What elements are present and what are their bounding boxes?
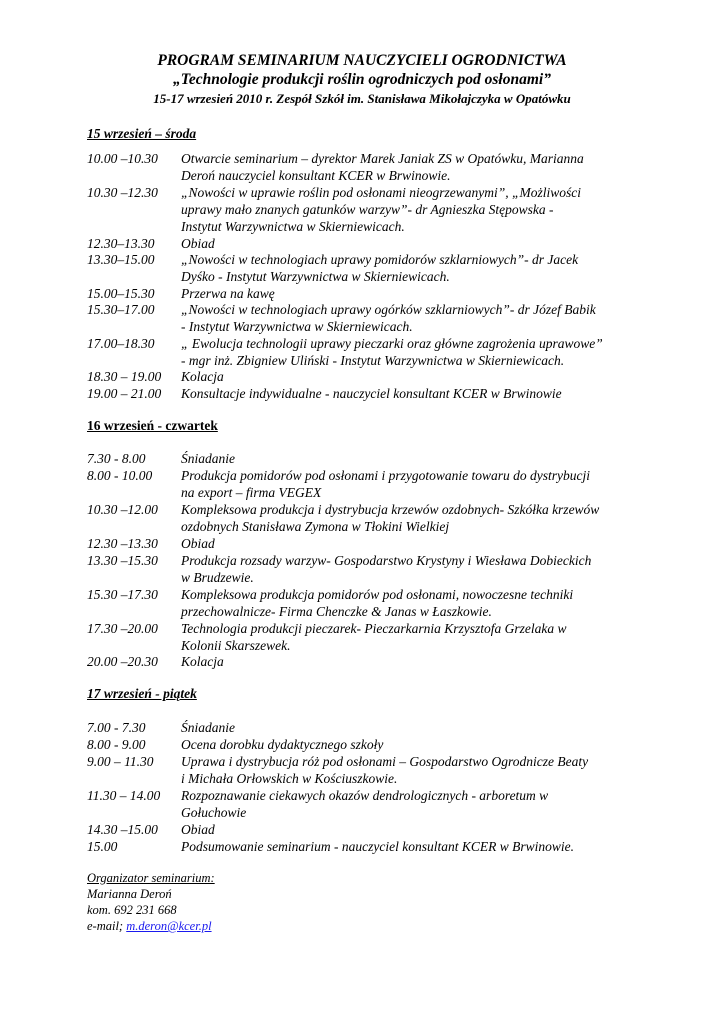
schedule-time: 12.30–13.30 xyxy=(87,236,155,251)
schedule-description-line: w Brudzewie. xyxy=(181,570,254,585)
schedule-description-line: Produkcja rozsady warzyw- Gospodarstwo Krystyny i Wiesława Dobieckich xyxy=(181,553,592,568)
day-heading: 17 wrzesień - piątek xyxy=(87,686,197,701)
schedule-time: 15.30–17.00 xyxy=(87,302,155,317)
program-subtitle: „Technologie produkcji roślin ogrodniczych pod osłonami” xyxy=(173,71,551,88)
schedule-description-line: Przerwa na kawę xyxy=(181,286,275,301)
schedule-time: 18.30 – 19.00 xyxy=(87,369,162,384)
schedule-time: 8.00 - 10.00 xyxy=(87,468,153,483)
schedule-time: 10.00 –10.30 xyxy=(87,151,158,166)
schedule-time: 15.30 –17.30 xyxy=(87,587,158,602)
schedule-description-line: Kompleksowa produkcja i dystrybucja krzewów ozdobnych- Szkółka krzewów xyxy=(181,502,600,517)
day-heading: 16 wrzesień - czwartek xyxy=(87,418,218,433)
organizer-email-link[interactable]: m.deron@kcer.pl xyxy=(126,919,212,933)
schedule-time: 8.00 - 9.00 xyxy=(87,737,146,752)
schedule-description-line: - mgr inż. Zbigniew Uliński - Instytut Warzywnictwa w Skierniewicach. xyxy=(181,353,565,368)
schedule-description-line: Produkcja pomidorów pod osłonami i przygotowanie towaru do dystrybucji xyxy=(181,468,590,483)
organizer-phone: kom. 692 231 668 xyxy=(87,903,177,917)
schedule-description-line: „Nowości w technologiach uprawy pomidorów szklarniowych”- dr Jacek xyxy=(181,252,579,267)
schedule-time: 19.00 – 21.00 xyxy=(87,386,162,401)
organizer-email-label: e-mail; xyxy=(87,919,127,933)
schedule-description-line: Śniadanie xyxy=(181,451,235,466)
schedule-time: 14.30 –15.00 xyxy=(87,822,158,837)
schedule-description-line: Deroń nauczyciel konsultant KCER w Brwinowie. xyxy=(181,168,451,183)
schedule-time: 17.30 –20.00 xyxy=(87,621,158,636)
schedule-time: 10.30 –12.00 xyxy=(87,502,158,517)
schedule-description-line: Śniadanie xyxy=(181,720,235,735)
schedule-time: 11.30 – 14.00 xyxy=(87,788,161,803)
schedule-description-line: Ocena dorobku dydaktycznego szkoły xyxy=(181,737,384,752)
schedule-description-line: Kolacja xyxy=(181,369,224,384)
schedule-description-line: „Nowości w technologiach uprawy ogórków szklarniowych”- dr Józef Babik xyxy=(181,302,596,317)
schedule-description-line: Otwarcie seminarium – dyrektor Marek Janiak ZS w Opatówku, Marianna xyxy=(181,151,584,166)
schedule-description-line: Kompleksowa produkcja pomidorów pod osłonami, nowoczesne techniki xyxy=(181,587,574,602)
schedule-description-line: przechowalnicze- Firma Chenczke & Janas w Łaszkowie. xyxy=(181,604,492,619)
organizer-title: Organizator seminarium: xyxy=(87,871,215,885)
schedule-description-line: Konsultacje indywidualne - nauczyciel konsultant KCER w Brwinowie xyxy=(181,386,562,401)
schedule-description-line: - Instytut Warzywnictwa w Skierniewicach. xyxy=(181,319,413,334)
schedule-time: 17.00–18.30 xyxy=(87,336,155,351)
schedule-description-line: Technologia produkcji pieczarek- Pieczarkarnia Krzysztofa Grzelaka w xyxy=(181,621,567,636)
organizer-email-row xyxy=(87,919,212,934)
program-title: PROGRAM SEMINARIUM NAUCZYCIELI OGRODNICTWA xyxy=(157,52,567,69)
day-heading: 15 wrzesień – środa xyxy=(87,126,197,141)
program-dates-place: 15-17 wrzesień 2010 r. Zespół Szkół im. Stanisława Mikołajczyka w Opatówku xyxy=(153,91,571,106)
schedule-description-line: Obiad xyxy=(181,822,215,837)
schedule-time: 13.30–15.00 xyxy=(87,252,155,267)
schedule-description-line: i Michała Orłowskich w Kościuszkowie. xyxy=(181,771,398,786)
schedule-description-line: Instytut Warzywnictwa w Skierniewicach. xyxy=(181,219,405,234)
schedule-description-line: Dyśko - Instytut Warzywnictwa w Skierniewicach. xyxy=(181,269,450,284)
schedule-time: 13.30 –15.30 xyxy=(87,553,158,568)
schedule-description-line: Obiad xyxy=(181,536,215,551)
schedule-time: 15.00–15.30 xyxy=(87,286,155,301)
schedule-time: 10.30 –12.30 xyxy=(87,185,158,200)
schedule-description-line: „Nowości w uprawie roślin pod osłonami nieogrzewanymi”, „Możliwości xyxy=(181,185,582,200)
schedule-time: 9.00 – 11.30 xyxy=(87,754,154,769)
schedule-description-line: „ Ewolucja technologii uprawy pieczarki oraz główne zagrożenia uprawowe” xyxy=(181,336,603,351)
schedule-time: 12.30 –13.30 xyxy=(87,536,158,551)
organizer-name: Marianna Deroń xyxy=(87,887,172,901)
schedule-description-line: Kolacja xyxy=(181,654,224,669)
schedule-description-line: Gołuchowie xyxy=(181,805,247,820)
schedule-description-line: Podsumowanie seminarium - nauczyciel konsultant KCER w Brwinowie. xyxy=(181,839,574,854)
schedule-description-line: Kolonii Skarszewek. xyxy=(181,638,291,653)
schedule-time: 7.00 - 7.30 xyxy=(87,720,146,735)
schedule-description-line: Obiad xyxy=(181,236,215,251)
schedule-description-line: ozdobnych Stanisława Zymona w Tłokini Wielkiej xyxy=(181,519,450,534)
schedule-description-line: na export – firma VEGEX xyxy=(181,485,322,500)
schedule-time: 7.30 - 8.00 xyxy=(87,451,146,466)
schedule-time: 15.00 xyxy=(87,839,118,854)
schedule-description-line: uprawy mało znanych gatunków warzyw”- dr Agnieszka Stępowska - xyxy=(181,202,554,217)
schedule-description-line: Uprawa i dystrybucja róż pod osłonami – Gospodarstwo Ogrodnicze Beaty xyxy=(181,754,589,769)
schedule-description-line: Rozpoznawanie ciekawych okazów dendrologicznych - arboretum w xyxy=(181,788,549,803)
schedule-time: 20.00 –20.30 xyxy=(87,654,158,669)
